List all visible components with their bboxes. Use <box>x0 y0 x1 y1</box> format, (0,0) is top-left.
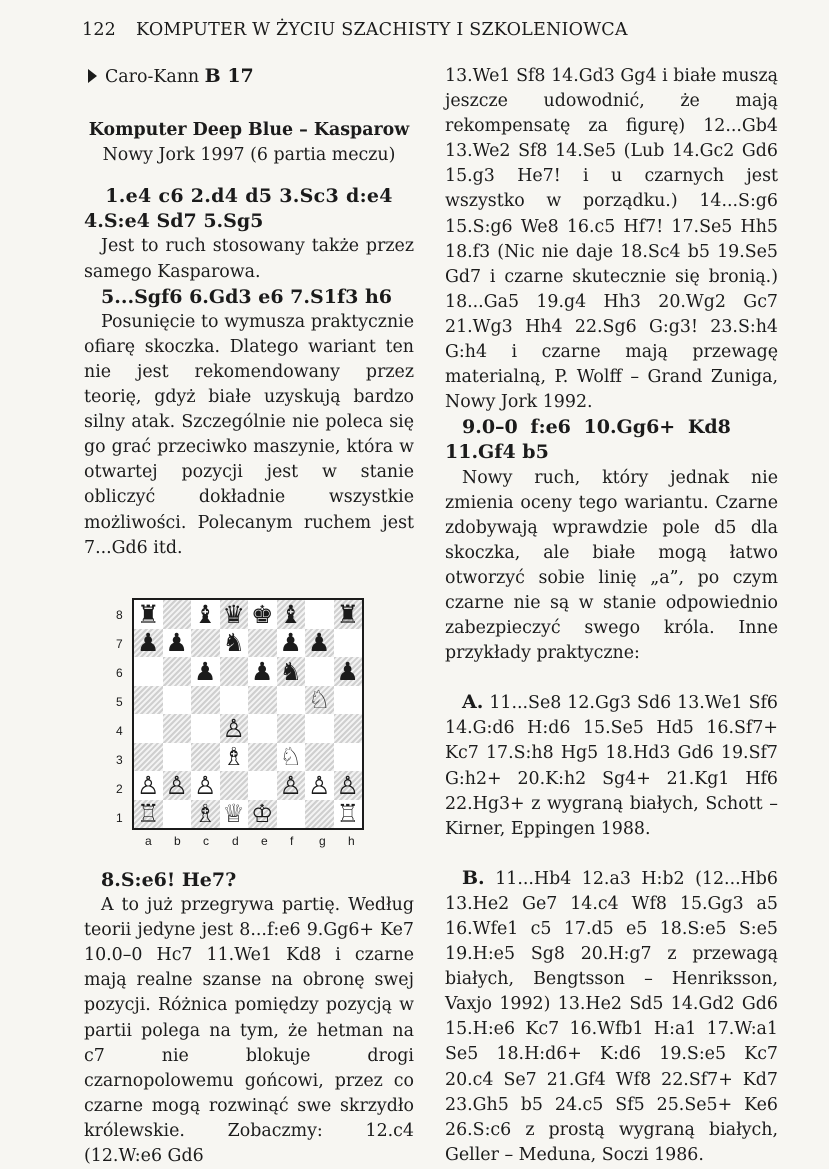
running-header <box>82 20 742 46</box>
square-f1 <box>277 800 306 829</box>
file-label: f <box>290 834 294 848</box>
page-number: 122 <box>82 20 117 40</box>
triangle-marker-icon <box>88 69 97 83</box>
white-bishop-icon: ♗ <box>222 742 245 772</box>
square-d4 <box>220 714 249 743</box>
right-column <box>445 64 778 1168</box>
file-label: a <box>145 834 152 848</box>
black-knight-icon: ♞ <box>279 656 302 686</box>
square-a5 <box>134 686 163 715</box>
square-a7 <box>134 629 163 658</box>
game-place: Nowy Jork 1997 (6 partia meczu) <box>102 145 396 166</box>
rank-label: 4 <box>116 724 123 738</box>
square-b7 <box>163 629 192 658</box>
file-label: g <box>319 834 326 848</box>
square-b5 <box>163 686 192 715</box>
square-f6 <box>277 657 306 686</box>
square-g4 <box>305 714 334 743</box>
square-h6 <box>334 657 363 686</box>
black-pawn-icon: ♟ <box>137 628 160 658</box>
comment-2: Posunięcie to wymusza praktycznie ofiarę skoczka. Dlatego wariant ten nie jest rekomendowany przez teorię, gdyż białe uzyskują bardzo silny atak. Szczególnie nie poleca się go grać przeciwko maszynie, która w otwartej pozycji jest w stanie obliczyć dokładnie wszystkie możliwości. Polecanym ruchem jest 7...Gd6 itd. <box>84 311 414 558</box>
black-rook-icon: ♜ <box>336 599 359 629</box>
square-d5 <box>220 686 249 715</box>
black-rook-icon: ♜ <box>137 599 160 629</box>
variation-b-label: B. <box>462 866 485 889</box>
square-b4 <box>163 714 192 743</box>
square-c5 <box>191 686 220 715</box>
square-b6 <box>163 657 192 686</box>
square-c6 <box>191 657 220 686</box>
right-moves-line-2: 11.Gf4 b5 <box>445 441 549 464</box>
moves-line-2: 4.S:e4 Sd7 5.Sg5 <box>84 210 264 233</box>
left-column-top <box>84 64 414 561</box>
white-pawn-icon: ♙ <box>336 770 359 800</box>
variation-a <box>445 690 778 842</box>
moves-line-4: 8.S:e6! He7? <box>101 869 237 891</box>
square-h7 <box>334 629 363 658</box>
square-d1 <box>220 800 249 829</box>
right-moves-line-1: 9.0–0 f:e6 10.Gg6+ Kd8 <box>462 416 731 439</box>
black-king-icon: ♚ <box>251 599 274 629</box>
black-knight-icon: ♞ <box>222 628 245 658</box>
moves-line-3: 5...Sgf6 6.Gd3 e6 7.S1f3 h6 <box>101 285 393 308</box>
square-g2 <box>305 771 334 800</box>
variation-b-text: 11...Hb4 12.a3 H:b2 (12...Hb6 13.He2 Ge7 14.c4 Wf8 15.Gg3 a5 16.Wfe1 c5 17.d5 e5 18.S:e5 S:e5 19.H:e5 Sg8 20.H:g7 z przewagą białych, Bengtsson – Henriksson, Vaxjo 1992) 13.He2 Sd5 14.Gd2 Gd6 15.H:e6 Kc7 16.Wfb1 H:a1 17.W:a1 Se5 18.H:d6+ K:d6 19.S:e5 Kc7 20.c4 Se7 21.Gf4 Wf8 22.Sf7+ Kd7 23.Gh5 b5 24.c5 Sf5 25.Se5+ Ke6 26.S:c6 z prostą wygraną białych, Geller – Meduna, Soczi 1986. <box>445 868 778 1165</box>
white-king-icon: ♔ <box>251 799 274 829</box>
square-a1 <box>134 800 163 829</box>
comment-3: A to już przegrywa partię. Według teorii jedyne jest 8...f:e6 9.Gg6+ Ke7 10.0–0 Hc7 11.We1 Kd8 i czarne mają realne szanse na obronę swej pozycji. Różnica pomiędzy pozycją w partii polega na tym, że hetman na c7 nie blokuje drogi czarnopolowemu gońcowi, przez co czarne mogą rozwinąć swe skrzydło królewskie. Zobaczmy: 12.c4 (12.W:e6 Gd6 <box>84 895 414 1167</box>
file-label: d <box>232 834 239 848</box>
black-pawn-icon: ♟ <box>251 656 274 686</box>
square-c7 <box>191 629 220 658</box>
variation-a-text: 11...Se8 12.Gg3 Sd6 13.We1 Sf6 14.G:d6 H:d6 15.Se5 Hd5 16.Sf7+ Kc7 17.S:h8 Hg5 18.Hd3 Gd6 19.Sf7 G:h2+ 20.K:h2 Sg4+ 21.Kg1 Hf6 22.Hg3+ z wygraną białych, Schott – Kirner, Eppingen 1988. <box>445 693 778 839</box>
square-e4 <box>248 714 277 743</box>
square-a3 <box>134 743 163 772</box>
chess-diagram <box>114 598 374 848</box>
square-a8 <box>134 600 163 629</box>
square-c8 <box>191 600 220 629</box>
square-e2 <box>248 771 277 800</box>
black-bishop-icon: ♝ <box>279 599 302 629</box>
white-pawn-icon: ♙ <box>279 770 302 800</box>
moves-line-1: 1.e4 c6 2.d4 d5 3.Sc3 d:e4 <box>105 185 393 208</box>
square-c4 <box>191 714 220 743</box>
white-rook-icon: ♖ <box>336 799 359 829</box>
right-comment-2: Nowy ruch, który jednak nie zmienia oceny tego wariantu. Czarne zdobywają wprawdzie pole d5 dla skoczka, ale białe mogą łatwo otworzyć sobie linię „a”, po czym czarne nie są w stanie odpowiednio zabezpieczyć swego króla. Inne przykłady praktyczne: <box>445 467 778 664</box>
square-h8 <box>334 600 363 629</box>
square-e5 <box>248 686 277 715</box>
square-b2 <box>163 771 192 800</box>
black-pawn-icon: ♟ <box>165 628 188 658</box>
black-pawn-icon: ♟ <box>279 628 302 658</box>
white-pawn-icon: ♙ <box>222 713 245 743</box>
running-title: KOMPUTER W ŻYCIU SZACHISTY I SZKOLENIOWCA <box>136 20 628 40</box>
white-queen-icon: ♕ <box>222 799 245 829</box>
file-label: e <box>261 834 268 848</box>
square-b3 <box>163 743 192 772</box>
variation-b <box>445 866 778 1168</box>
square-e7 <box>248 629 277 658</box>
square-f4 <box>277 714 306 743</box>
rank-label: 3 <box>116 753 123 767</box>
square-f7 <box>277 629 306 658</box>
square-b1 <box>163 800 192 829</box>
square-g3 <box>305 743 334 772</box>
square-a2 <box>134 771 163 800</box>
square-d7 <box>220 629 249 658</box>
square-h1 <box>334 800 363 829</box>
right-comment-1: 13.We1 Sf8 14.Gd3 Gg4 i białe muszą jeszcze udowodnić, że mają rekompensatę za figurę) 12...Gb4 13.We2 Sf8 14.Se5 (Lub 14.Gc2 Gd6 15.g3 He7! i u czarnych jest wszystko w porządku.) 14...S:g6 15.S:g6 We8 16.c5 Hf7! 17.Se5 Hh5 18.f3 (Nic nie daje 18.Sc4 b5 19.Se5 Gd7 i czarne skutecznie się bronią.) 18...Ga5 19.g4 Hh3 20.Wg2 Gc7 21.Wg3 Hh4 22.Sg6 G:g3! 23.S:h4 G:h4 i czarne mają przewagę materialną, P. Wolff – Grand Zuniga, Nowy Jork 1992. <box>445 66 778 413</box>
square-a6 <box>134 657 163 686</box>
file-label: c <box>203 834 209 848</box>
rank-label: 8 <box>116 608 123 622</box>
opening-code: B 17 <box>204 65 254 87</box>
rank-label: 7 <box>116 637 123 651</box>
white-knight-icon: ♘ <box>279 742 302 772</box>
square-c2 <box>191 771 220 800</box>
square-g5 <box>305 686 334 715</box>
square-b8 <box>163 600 192 629</box>
white-rook-icon: ♖ <box>137 799 160 829</box>
black-pawn-icon: ♟ <box>336 656 359 686</box>
chess-board <box>132 598 364 830</box>
rank-label: 1 <box>116 811 123 825</box>
white-pawn-icon: ♙ <box>165 770 188 800</box>
square-e3 <box>248 743 277 772</box>
variation-a-label: A. <box>462 691 484 714</box>
square-d2 <box>220 771 249 800</box>
white-pawn-icon: ♙ <box>308 770 331 800</box>
black-queen-icon: ♛ <box>222 599 245 629</box>
square-f3 <box>277 743 306 772</box>
file-label: h <box>348 834 355 848</box>
black-pawn-icon: ♟ <box>194 656 217 686</box>
square-h2 <box>334 771 363 800</box>
square-f8 <box>277 600 306 629</box>
left-column-bottom <box>84 868 414 1169</box>
comment-1: Jest to ruch stosowany także przez samego Kasparowa. <box>84 236 414 282</box>
white-bishop-icon: ♗ <box>194 799 217 829</box>
rank-label: 6 <box>116 666 123 680</box>
square-e1 <box>248 800 277 829</box>
file-label: b <box>174 834 181 848</box>
square-d3 <box>220 743 249 772</box>
white-pawn-icon: ♙ <box>194 770 217 800</box>
square-c1 <box>191 800 220 829</box>
square-h4 <box>334 714 363 743</box>
rank-label: 5 <box>116 695 123 709</box>
white-knight-icon: ♘ <box>308 685 331 715</box>
square-h3 <box>334 743 363 772</box>
white-pawn-icon: ♙ <box>137 770 160 800</box>
game-title: Komputer Deep Blue – Kasparow <box>88 120 410 141</box>
opening-line <box>88 64 414 90</box>
square-f2 <box>277 771 306 800</box>
square-f5 <box>277 686 306 715</box>
square-e6 <box>248 657 277 686</box>
black-pawn-icon: ♟ <box>308 628 331 658</box>
square-g6 <box>305 657 334 686</box>
square-c3 <box>191 743 220 772</box>
square-h5 <box>334 686 363 715</box>
square-d6 <box>220 657 249 686</box>
square-g1 <box>305 800 334 829</box>
square-a4 <box>134 714 163 743</box>
opening-name: Caro-Kann <box>105 67 200 87</box>
square-d8 <box>220 600 249 629</box>
black-bishop-icon: ♝ <box>194 599 217 629</box>
square-g7 <box>305 629 334 658</box>
square-e8 <box>248 600 277 629</box>
square-g8 <box>305 600 334 629</box>
rank-label: 2 <box>116 782 123 796</box>
